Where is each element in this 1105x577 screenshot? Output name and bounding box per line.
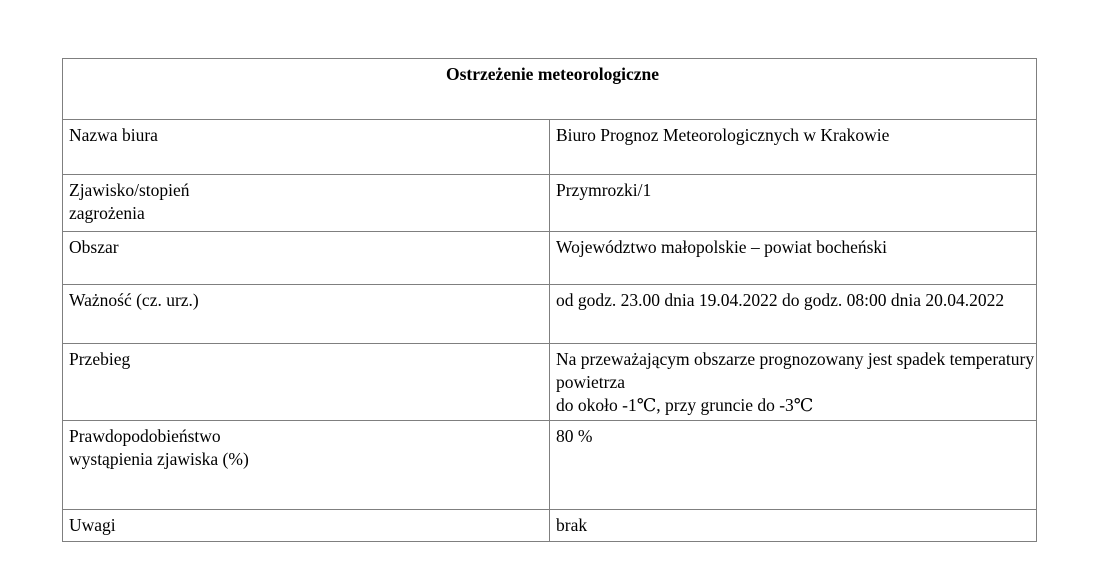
row-value-course [550, 344, 1037, 421]
table-row [63, 510, 1037, 542]
row-label-phenomenon-line1: Zjawisko/stopień [69, 180, 190, 200]
row-label-validity: Ważność (cz. urz.) [63, 285, 550, 344]
row-label-probability-line1: Prawdopodobieństwo [69, 426, 221, 447]
table-row [63, 120, 1037, 175]
table-row [63, 175, 1037, 232]
row-label-office: Nazwa biura [63, 120, 550, 175]
table-row [63, 421, 1037, 510]
table-row [63, 285, 1037, 344]
meteorological-warning-table [62, 58, 1037, 542]
row-label-phenomenon-line2: zagrożenia [69, 202, 145, 223]
row-label-phenomenon [63, 175, 550, 232]
table-row-title [63, 59, 1037, 120]
row-value-office: Biuro Prognoz Meteorologicznych w Krakowie [550, 120, 1037, 175]
row-value-validity: od godz. 23.00 dnia 19.04.2022 do godz. 08:00 dnia 20.04.2022 [550, 285, 1037, 344]
row-value-probability: 80 % [550, 421, 1037, 510]
row-label-course: Przebieg [63, 344, 550, 421]
row-label-probability [63, 421, 550, 510]
row-value-phenomenon: Przymrozki/1 [550, 175, 1037, 232]
row-value-course-line1: Na przeważającym obszarze prognozowany jest spadek temperatury powietrza [556, 349, 1039, 392]
table-row [63, 232, 1037, 285]
row-value-remarks: brak [550, 510, 1037, 542]
row-value-area: Województwo małopolskie – powiat bocheński [550, 232, 1037, 285]
document-title: Ostrzeżenie meteorologiczne [63, 59, 1037, 120]
table-row [63, 344, 1037, 421]
row-label-probability-line2: wystąpienia zjawiska (%) [69, 449, 249, 469]
row-label-area: Obszar [63, 232, 550, 285]
row-label-remarks: Uwagi [63, 510, 550, 542]
row-value-course-line2: do około -1℃, przy gruncie do -3℃ [556, 394, 814, 415]
